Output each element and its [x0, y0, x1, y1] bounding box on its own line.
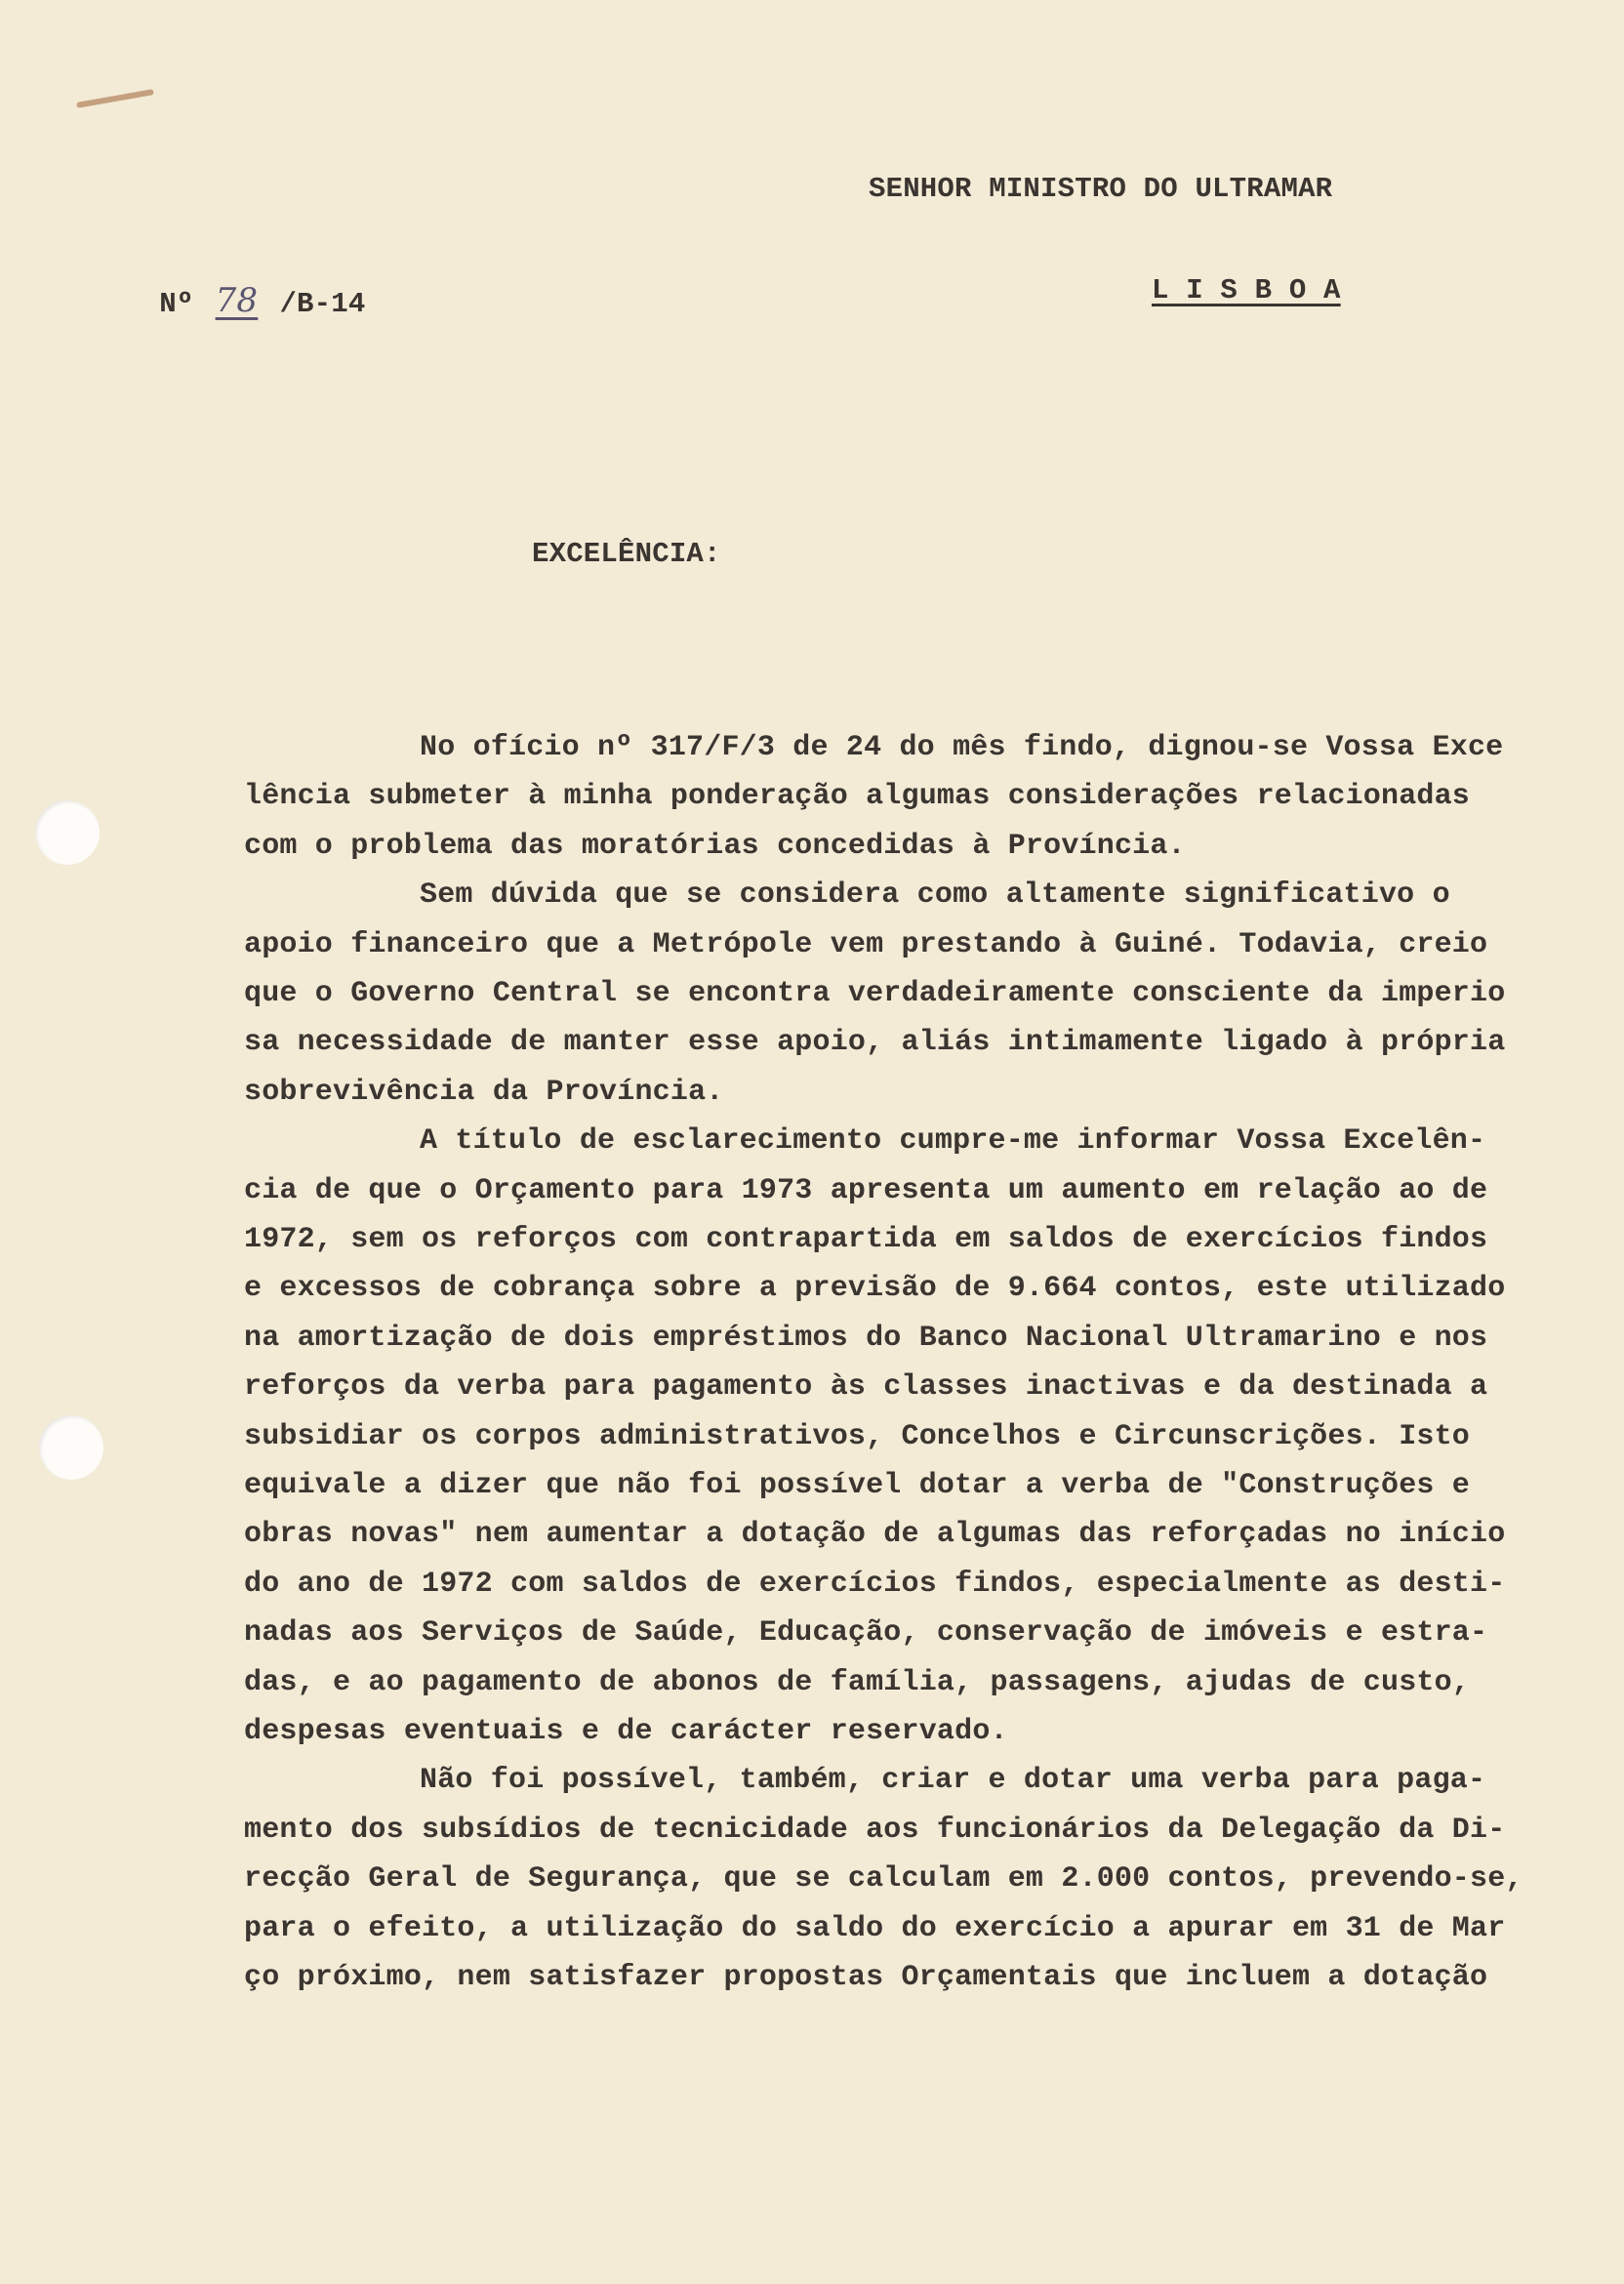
- body-line: cia de que o Orçamento para 1973 apresenta um aumento em relação ao de: [244, 1173, 1488, 1207]
- body-line: recção Geral de Segurança, que se calculam em 2.000 contos, prevendo-se,: [244, 1862, 1523, 1897]
- body-line: nadas aos Serviços de Saúde, Educação, conservação de imóveis e estra-: [244, 1616, 1488, 1651]
- body-line: 1972, sem os reforços com contrapartida em saldos de exercícios findos: [244, 1223, 1488, 1256]
- body-line: sa necessidade de manter esse apoio, aliás intimamente ligado à própria: [244, 1026, 1506, 1060]
- body-line: obras novas" nem aumentar a dotação de algumas das reforçadas no início: [244, 1518, 1506, 1552]
- body-line: subsidiar os corpos administrativos, Concelhos e Circunscrições. Isto: [244, 1419, 1471, 1453]
- city: L I S B O A: [1152, 274, 1341, 306]
- body-line: que o Governo Central se encontra verdadeiramente consciente da imperio: [244, 977, 1506, 1010]
- body-line: mento dos subsídios de tecnicidade aos funcionários da Delegação da Di-: [244, 1813, 1506, 1847]
- body-line: sobrevivência da Província.: [244, 1075, 724, 1109]
- body-line: lência submeter à minha ponderação algumas considerações relacionadas: [244, 780, 1471, 814]
- body-line: Sem dúvida que se considera como altamente significativo o: [420, 878, 1450, 913]
- body-line: equivale a dizer que não foi possível dotar a verba de "Construções e: [244, 1469, 1471, 1502]
- body-line: apoio financeiro que a Metrópole vem prestando à Guiné. Todavia, creio: [244, 927, 1488, 961]
- body-line: A título de esclarecimento cumpre-me informar Vossa Excelên-: [420, 1124, 1486, 1159]
- ref-suffix: /B-14: [279, 288, 366, 320]
- body-line: na amortização de dois empréstimos do Banco Nacional Ultramarino e nos: [244, 1321, 1488, 1355]
- body-line: para o efeito, a utilização do saldo do exercício a apurar em 31 de Mar: [244, 1911, 1506, 1945]
- ref-prefix: Nº: [159, 288, 194, 320]
- body-line: No ofício nº 317/F/3 de 24 do mês findo, dignou-se Vossa Exce: [420, 731, 1504, 764]
- addressee: SENHOR MINISTRO DO ULTRAMAR: [869, 173, 1333, 205]
- body-line: e excessos de cobrança sobre a previsão de 9.664 contos, este utilizado: [244, 1272, 1506, 1306]
- salutation: EXCELÊNCIA:: [532, 538, 721, 570]
- body-line: Não foi possível, também, criar e dotar uma verba para paga-: [420, 1764, 1486, 1798]
- body-line: despesas eventuais e de carácter reservado.: [244, 1715, 1008, 1748]
- body-line: das, e ao pagamento de abonos de família, passagens, ajudas de custo,: [244, 1665, 1471, 1699]
- body-line: do ano de 1972 com saldos de exercícios findos, especialmente as desti-: [244, 1567, 1506, 1601]
- punch-hole: [35, 800, 100, 865]
- reference-number: [125, 248, 365, 322]
- body-line: reforços da verba para pagamento às classes inactivas e da destinada a: [244, 1370, 1488, 1405]
- body-line: com o problema das moratórias concedidas à Província.: [244, 829, 1186, 863]
- ref-number-handwritten: 78: [215, 281, 259, 320]
- ink-mark: [76, 89, 154, 108]
- body-line: ço próximo, nem satisfazer propostas Orçamentais que incluem a dotação: [244, 1961, 1488, 1994]
- punch-hole: [39, 1415, 103, 1480]
